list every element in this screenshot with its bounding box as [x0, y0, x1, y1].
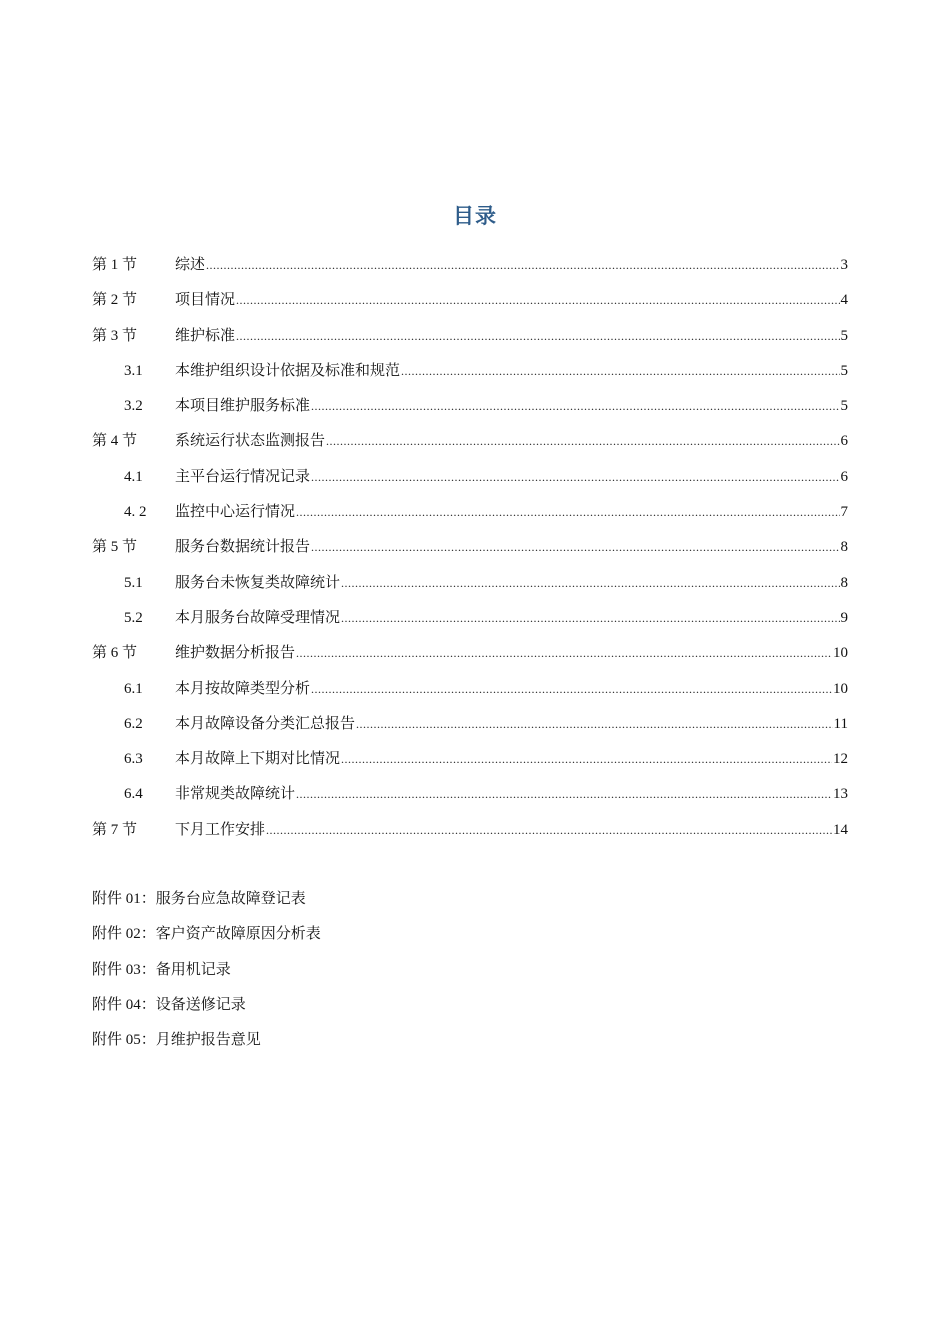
toc-entry-page: 4: [840, 292, 848, 309]
toc-dot-leader: [326, 424, 839, 459]
toc-entry-page: 3: [840, 257, 848, 273]
toc-entry-title: 本月服务台故障受理情况: [175, 609, 341, 626]
toc-entry-number: 6.2: [124, 715, 143, 732]
toc-entry-title: 综述: [175, 257, 206, 273]
toc-entry-title: 服务台未恢复类故障统计: [175, 574, 341, 591]
toc-entry-page: 5: [840, 398, 848, 415]
toc-entry-title: 服务台数据统计报告: [175, 539, 311, 556]
toc-dot-leader: [341, 742, 832, 777]
toc-entry-number: 3.1: [124, 362, 143, 379]
toc-entry-page: 7: [840, 504, 848, 521]
toc-entry-number: 6.4: [124, 786, 143, 803]
toc-entry-number: 4.1: [124, 468, 143, 485]
attachment-item: 附件 04：设备送修记录: [92, 996, 246, 1013]
toc-entry-number: 5.1: [124, 574, 143, 591]
toc-entry-number: 第 5 节: [92, 539, 138, 556]
toc-entry-title: 监控中心运行情况: [175, 504, 296, 521]
toc-entry-number: 4. 2: [124, 504, 147, 521]
attachments-list: [92, 882, 321, 1058]
toc-entry-number: 第 6 节: [92, 645, 138, 662]
attachment-item: 附件 03：备用机记录: [92, 961, 231, 978]
toc-entry-page: 13: [833, 786, 848, 803]
toc-dot-leader: [296, 636, 832, 671]
toc-entry-page: 10: [833, 680, 848, 697]
toc-entry-title: 下月工作安排: [175, 821, 266, 838]
toc-entry-title: 项目情况: [175, 292, 236, 309]
toc-dot-leader: [311, 672, 832, 707]
attachment-item: 附件 02：客户资产故障原因分析表: [92, 926, 321, 943]
toc-entry[interactable]: [92, 248, 848, 283]
toc-dot-leader: [206, 248, 839, 283]
toc-entry-number: 6.3: [124, 751, 143, 768]
toc-dot-leader: [236, 319, 839, 354]
toc-entry-page: 8: [840, 539, 848, 556]
toc-entry-number: 3.2: [124, 398, 143, 415]
toc-dot-leader: [311, 389, 839, 424]
toc-dot-leader: [341, 601, 839, 636]
toc-entry-title: 系统运行状态监测报告: [175, 433, 326, 450]
toc-entry[interactable]: [92, 672, 848, 707]
toc-entry[interactable]: [92, 707, 848, 742]
toc-entry-number: 第 1 节: [92, 257, 138, 273]
toc-entry[interactable]: [92, 319, 848, 354]
toc-dot-leader: [356, 707, 833, 742]
toc-entry-number: 第 3 节: [92, 327, 138, 344]
toc-entry-number: 第 4 节: [92, 433, 138, 450]
toc-entry[interactable]: [92, 283, 848, 318]
toc-entry-title: 本项目维护服务标准: [175, 398, 311, 415]
toc-entry-page: 5: [840, 327, 848, 344]
toc-dot-leader: [341, 566, 839, 601]
toc-entry[interactable]: [92, 530, 848, 565]
toc-entry-page: 14: [833, 821, 848, 838]
toc-entry-number: 6.1: [124, 680, 143, 697]
toc-entry[interactable]: [92, 636, 848, 671]
toc-entry[interactable]: [92, 777, 848, 812]
toc-dot-leader: [296, 495, 839, 530]
toc-entry[interactable]: [92, 460, 848, 495]
toc-entry-page: 8: [840, 574, 848, 591]
toc-entry[interactable]: [92, 813, 848, 848]
table-of-contents: [92, 248, 848, 848]
toc-entry[interactable]: [92, 742, 848, 777]
toc-entry-page: 6: [840, 433, 848, 450]
toc-entry-page: 12: [833, 751, 848, 768]
toc-entry-title: 本月按故障类型分析: [175, 680, 311, 697]
toc-entry-page: 5: [840, 362, 848, 379]
toc-entry[interactable]: [92, 566, 848, 601]
toc-dot-leader: [311, 530, 839, 565]
toc-dot-leader: [296, 777, 832, 812]
toc-entry-page: 10: [833, 645, 848, 662]
toc-entry-page: 6: [840, 468, 848, 485]
toc-entry[interactable]: [92, 601, 848, 636]
toc-entry[interactable]: [92, 389, 848, 424]
toc-entry[interactable]: [92, 424, 848, 459]
toc-entry-title: 本月故障上下期对比情况: [175, 751, 341, 768]
toc-entry-title: 本维护组织设计依据及标准和规范: [175, 362, 401, 379]
toc-entry-page: 11: [833, 715, 848, 732]
toc-entry[interactable]: [92, 495, 848, 530]
toc-entry-number: 第 2 节: [92, 292, 138, 309]
toc-entry-page: 9: [840, 609, 848, 626]
attachment-item: 附件 01：服务台应急故障登记表: [92, 891, 306, 907]
toc-entry-title: 非常规类故障统计: [175, 786, 296, 803]
attachment-item: 附件 05：月维护报告意见: [92, 1032, 261, 1049]
toc-entry-title: 主平台运行情况记录: [175, 468, 311, 485]
toc-dot-leader: [236, 283, 839, 318]
toc-dot-leader: [311, 460, 839, 495]
toc-dot-leader: [266, 813, 832, 848]
toc-entry-number: 第 7 节: [92, 821, 138, 838]
toc-entry-number: 5.2: [124, 609, 143, 626]
toc-entry[interactable]: [92, 354, 848, 389]
toc-dot-leader: [401, 354, 839, 389]
toc-entry-title: 维护标准: [175, 327, 236, 344]
toc-entry-title: 本月故障设备分类汇总报告: [175, 715, 356, 732]
toc-entry-title: 维护数据分析报告: [175, 645, 296, 662]
toc-title: 目录: [453, 204, 497, 228]
